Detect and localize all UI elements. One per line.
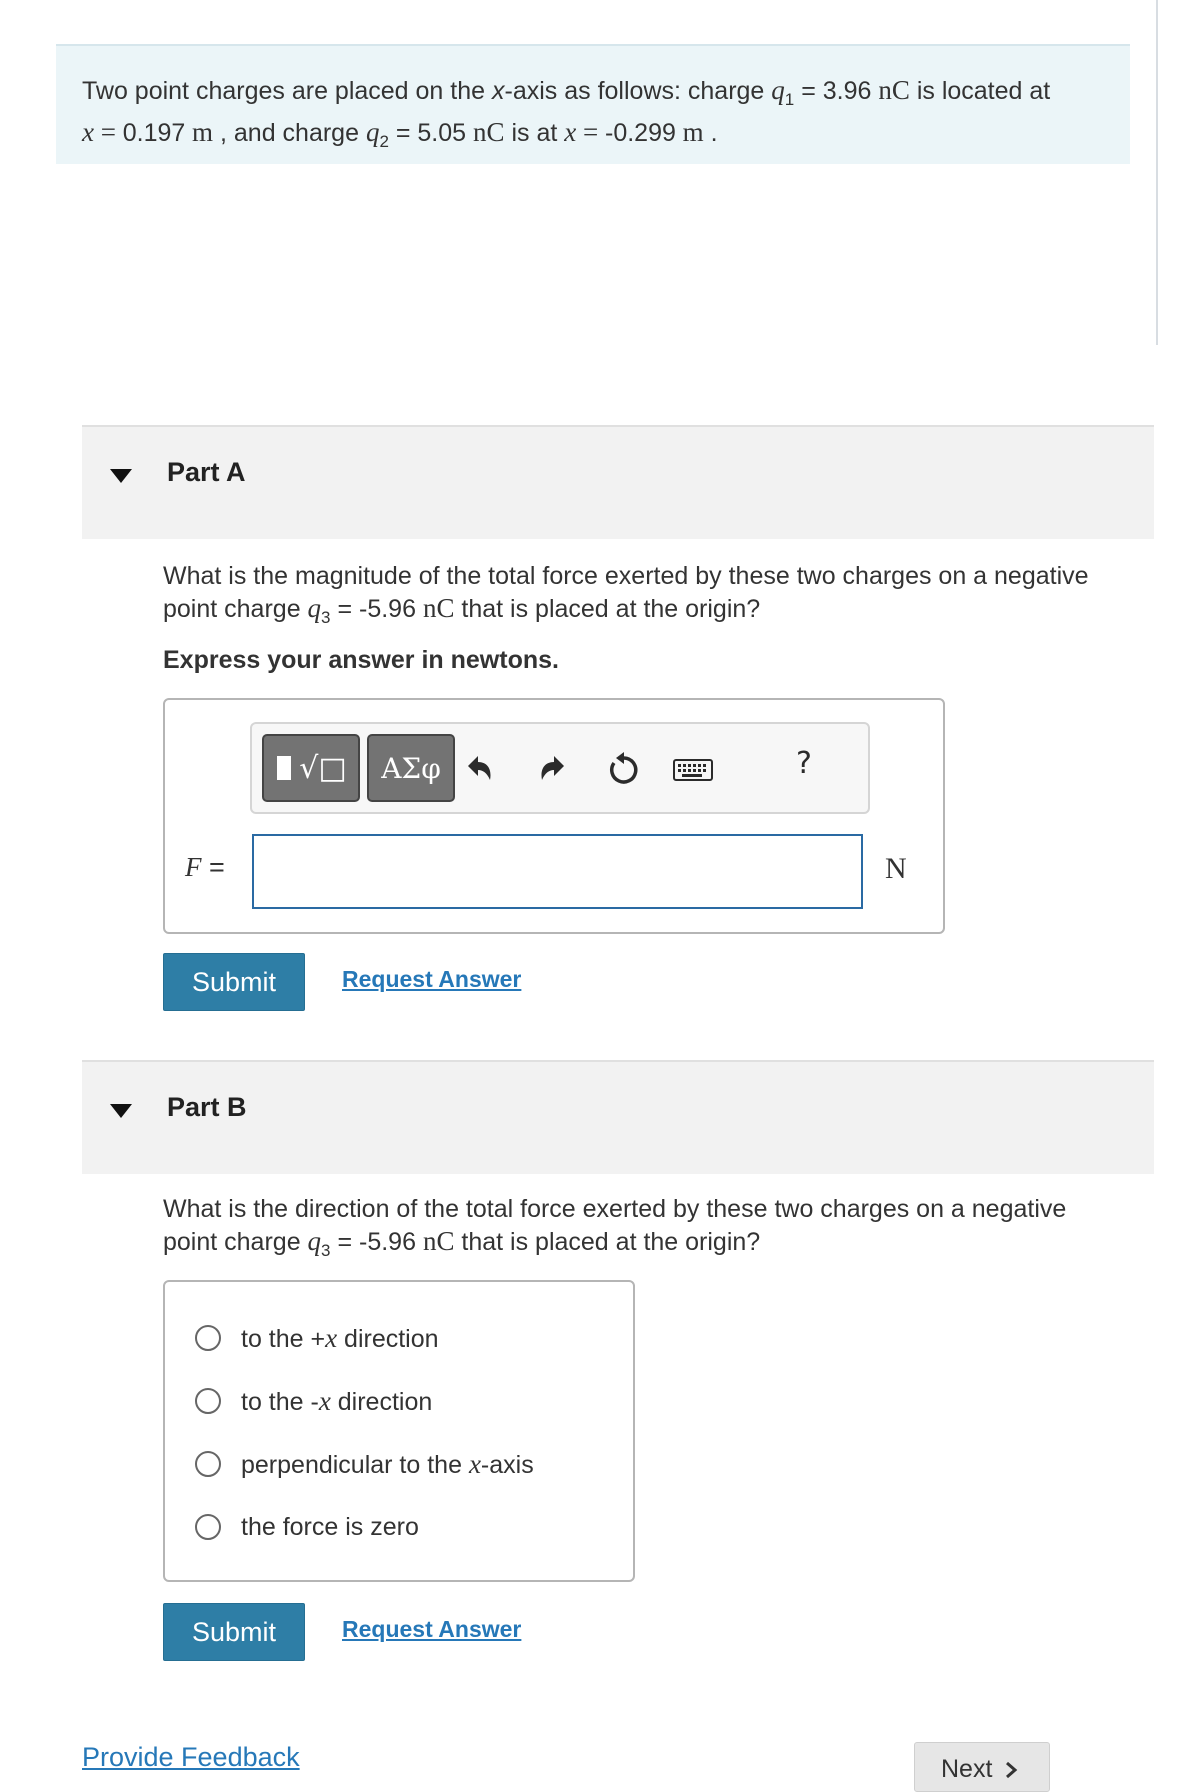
- block-icon: [275, 753, 295, 783]
- option-var: x: [468, 1448, 481, 1479]
- provide-feedback-link[interactable]: Provide Feedback: [82, 1742, 300, 1772]
- q1-var: q: [771, 75, 785, 105]
- radio-button[interactable]: [195, 1325, 221, 1351]
- q3-value: = -5.96: [330, 595, 423, 623]
- templates-label: √□: [299, 750, 347, 786]
- option-text: to the -: [241, 1387, 319, 1416]
- intro-text: .: [703, 119, 718, 147]
- intro-text: , and charge: [213, 119, 366, 147]
- option-label: [241, 1386, 432, 1417]
- q2-sub: 2: [379, 132, 389, 151]
- q1-unit: nC: [878, 75, 910, 105]
- question-text: point charge: [163, 1228, 308, 1256]
- templates-button[interactable]: [262, 734, 360, 802]
- option-text: direction: [337, 1324, 439, 1353]
- x1-eq: =: [93, 117, 123, 147]
- x1-value: 0.197: [122, 119, 186, 147]
- part-a-header[interactable]: [82, 425, 1154, 539]
- q1-value: = 3.96: [794, 77, 879, 105]
- force-label: [185, 852, 225, 883]
- intro-var: x: [492, 77, 505, 105]
- math-toolbar: [250, 722, 870, 814]
- option-plus-x[interactable]: [195, 1318, 439, 1358]
- redo-icon[interactable]: [532, 750, 572, 790]
- question-line-2: [163, 592, 1143, 634]
- question-line-1: What is the magnitude of the total force exerted by these two charges on a negative: [163, 562, 1089, 590]
- option-text: to the +: [241, 1324, 326, 1353]
- part-a-request-answer-link[interactable]: Request Answer: [342, 966, 522, 992]
- q2-value: = 5.05: [388, 119, 474, 147]
- next-label: Next: [941, 1755, 993, 1783]
- part-b-submit-button[interactable]: Submit: [163, 1603, 305, 1661]
- force-var: F: [185, 852, 202, 882]
- question-text: that is placed at the origin?: [454, 595, 761, 623]
- intro-line-2: [82, 116, 1130, 158]
- question-line-2: [163, 1225, 1143, 1267]
- q3-value: = -5.96: [330, 1228, 423, 1256]
- option-label: [241, 1323, 439, 1354]
- radio-button[interactable]: [195, 1388, 221, 1414]
- part-a-title: Part A: [167, 457, 246, 487]
- greek-symbols-button[interactable]: ΑΣφ: [367, 734, 455, 802]
- problem-intro: [56, 44, 1130, 164]
- intro-line-1: [82, 74, 1130, 116]
- q3-sub: 3: [321, 1241, 331, 1260]
- next-button[interactable]: [914, 1742, 1050, 1792]
- x2-var: x: [564, 117, 577, 147]
- intro-text: is at: [504, 119, 565, 147]
- q1-sub: 1: [784, 90, 795, 109]
- question-line-1: What is the direction of the total force exerted by these two charges on a negative: [163, 1195, 1067, 1223]
- q2-unit: nC: [473, 117, 505, 147]
- force-answer-input[interactable]: [252, 834, 863, 909]
- q3-sub: 3: [321, 608, 331, 627]
- part-b-title: Part B: [167, 1092, 247, 1122]
- option-var: x: [325, 1322, 338, 1353]
- option-label: [241, 1513, 419, 1542]
- intro-text: -axis as follows: charge: [504, 77, 772, 105]
- q3-var: q: [307, 1226, 322, 1256]
- q3-unit: nC: [422, 1226, 455, 1256]
- option-text: direction: [330, 1387, 433, 1416]
- intro-text: Two point charges are placed on the: [82, 77, 492, 105]
- option-zero[interactable]: [195, 1507, 419, 1547]
- question-text: point charge: [163, 595, 308, 623]
- radio-button[interactable]: [195, 1451, 221, 1477]
- option-label: [241, 1449, 534, 1480]
- question-text: that is placed at the origin?: [454, 1228, 761, 1256]
- help-button[interactable]: ?: [796, 746, 812, 781]
- option-perpendicular[interactable]: [195, 1444, 534, 1484]
- part-a-question: [163, 560, 1143, 634]
- part-a-instruction: Express your answer in newtons.: [163, 646, 559, 674]
- option-text: -axis: [480, 1450, 534, 1479]
- reset-icon[interactable]: [604, 750, 644, 790]
- q3-unit: nC: [422, 593, 455, 623]
- x1-var: x: [82, 117, 94, 147]
- unit-label: N: [885, 852, 907, 885]
- answer-box: [163, 698, 945, 934]
- collapse-triangle-icon[interactable]: [110, 1104, 132, 1118]
- option-text: the force is zero: [241, 1512, 419, 1541]
- undo-icon[interactable]: [460, 750, 500, 790]
- direction-options: [163, 1280, 635, 1582]
- collapse-triangle-icon[interactable]: [110, 469, 132, 483]
- x2-eq: =: [576, 117, 605, 147]
- option-text: perpendicular to the: [241, 1450, 469, 1479]
- force-eq: =: [201, 852, 225, 882]
- intro-text: is located at: [909, 77, 1051, 105]
- option-minus-x[interactable]: [195, 1381, 432, 1421]
- x2-unit: m: [675, 117, 704, 147]
- part-a-submit-button[interactable]: Submit: [163, 953, 305, 1011]
- part-b-request-answer-link[interactable]: Request Answer: [342, 1616, 522, 1642]
- part-b-question: [163, 1193, 1143, 1267]
- chevron-right-icon: [1003, 1761, 1019, 1779]
- q2-var: q: [365, 117, 380, 147]
- option-var: x: [318, 1385, 331, 1416]
- keyboard-icon[interactable]: [672, 750, 714, 790]
- radio-button[interactable]: [195, 1514, 221, 1540]
- q3-var: q: [307, 593, 322, 623]
- x2-value: -0.299: [605, 119, 676, 147]
- right-divider: [1156, 0, 1158, 345]
- x1-unit: m: [185, 117, 214, 147]
- part-b-header[interactable]: [82, 1060, 1154, 1174]
